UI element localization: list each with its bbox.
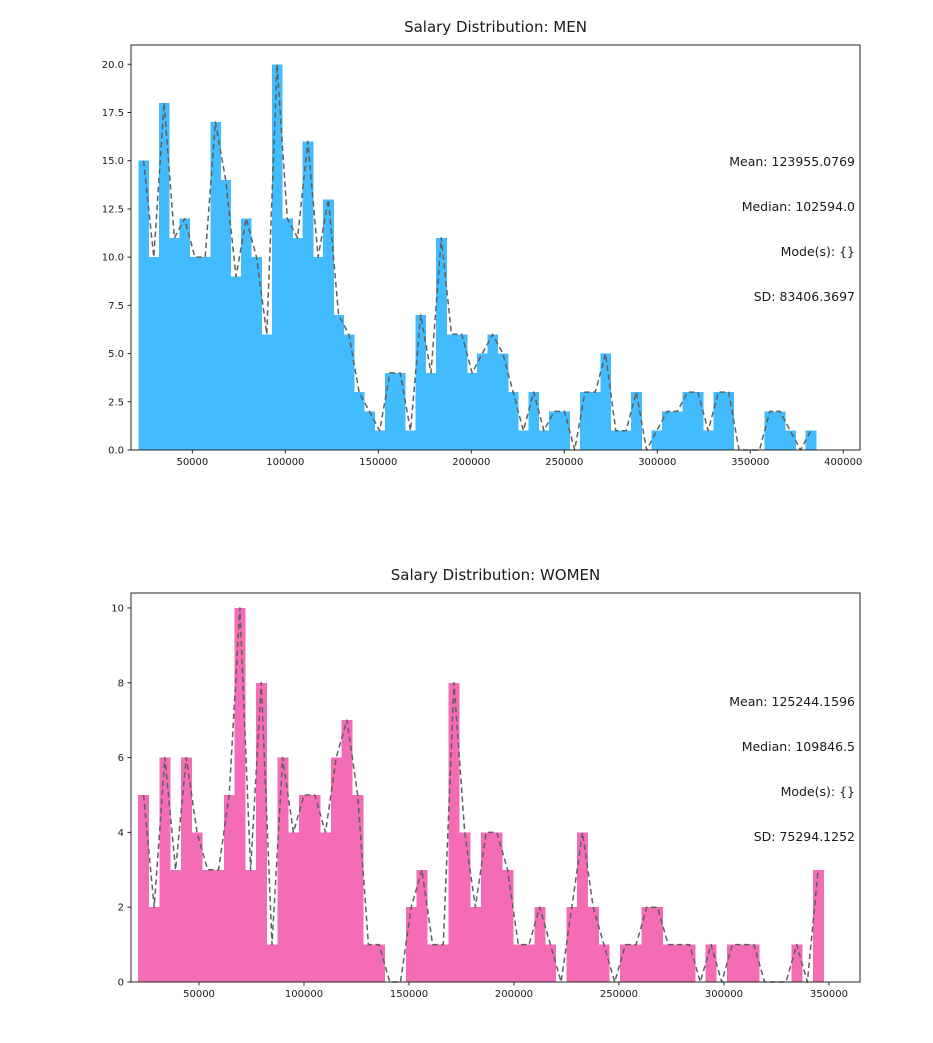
women-bar bbox=[791, 945, 802, 982]
women-bar bbox=[138, 795, 149, 982]
men-mean-text: Mean: 123955.0769 bbox=[729, 154, 855, 169]
women-bar bbox=[374, 945, 385, 982]
men-x-tick-label: 50000 bbox=[176, 457, 209, 468]
women-bar bbox=[406, 907, 417, 982]
men-bar bbox=[385, 373, 396, 450]
men-bar bbox=[518, 431, 529, 450]
women-bar bbox=[470, 907, 481, 982]
men-bar bbox=[323, 199, 334, 450]
women-bar bbox=[299, 795, 310, 982]
women-bar bbox=[352, 795, 363, 982]
men-bar bbox=[333, 315, 344, 450]
men-bar bbox=[426, 373, 437, 450]
men-y-tick-label: 15.0 bbox=[101, 156, 124, 168]
women-bar bbox=[492, 832, 503, 982]
men-bar bbox=[559, 411, 570, 450]
women-y-tick-label: 10 bbox=[111, 603, 124, 615]
men-bar bbox=[200, 257, 211, 450]
men-bar bbox=[621, 431, 632, 450]
women-x-tick-label: 50000 bbox=[183, 989, 215, 1000]
men-y-tick-label: 0.0 bbox=[108, 445, 124, 457]
women-bar bbox=[749, 945, 760, 982]
men-bar bbox=[487, 334, 498, 450]
men-bar bbox=[631, 392, 642, 450]
women-bar bbox=[502, 870, 513, 982]
men-bar bbox=[375, 431, 386, 450]
women-bar bbox=[599, 945, 610, 982]
women-y-tick-label: 0 bbox=[117, 977, 124, 989]
men-bar bbox=[262, 334, 273, 450]
men-bar bbox=[416, 315, 427, 450]
men-bar bbox=[539, 431, 550, 450]
men-y-tick-label: 5.0 bbox=[108, 349, 124, 361]
men-bar bbox=[354, 392, 365, 450]
men-bar bbox=[652, 431, 663, 450]
men-y-tick-label: 10.0 bbox=[101, 252, 124, 264]
women-modes-text: Mode(s): {} bbox=[780, 784, 855, 799]
men-bar bbox=[529, 392, 540, 450]
men-bar bbox=[446, 334, 457, 450]
women-x-tick-label: 100000 bbox=[284, 989, 324, 1000]
women-bar bbox=[309, 795, 320, 982]
women-y-tick-label: 6 bbox=[117, 753, 124, 765]
women-bar bbox=[588, 907, 599, 982]
men-bar bbox=[580, 392, 591, 450]
men-y-tick-label: 7.5 bbox=[108, 300, 124, 312]
men-bar bbox=[693, 392, 704, 450]
men-x-tick-label: 300000 bbox=[638, 457, 677, 468]
men-bar bbox=[508, 392, 519, 450]
men-bar bbox=[713, 392, 724, 450]
women-bar bbox=[192, 832, 203, 982]
women-sd-text: SD: 75294.1252 bbox=[753, 829, 855, 844]
women-bar bbox=[170, 870, 181, 982]
men-bar bbox=[241, 219, 252, 450]
women-bar bbox=[213, 870, 224, 982]
women-bar bbox=[706, 945, 717, 982]
women-bar bbox=[417, 870, 428, 982]
women-bar bbox=[631, 945, 642, 982]
men-x-tick-label: 150000 bbox=[359, 457, 398, 468]
women-bar bbox=[663, 945, 674, 982]
men-bar bbox=[149, 257, 160, 450]
women-bar bbox=[267, 945, 278, 982]
women-bar bbox=[620, 945, 631, 982]
men-bar bbox=[292, 238, 303, 450]
women-bar bbox=[363, 945, 374, 982]
women-x-tick-label: 350000 bbox=[809, 989, 849, 1000]
women-histogram-bars bbox=[138, 608, 824, 982]
men-y-tick-label: 17.5 bbox=[101, 108, 124, 119]
women-y-tick-label: 8 bbox=[117, 678, 124, 690]
women-bar bbox=[513, 945, 524, 982]
men-x-tick-label: 350000 bbox=[731, 457, 770, 468]
men-y-tick-label: 2.5 bbox=[108, 397, 124, 409]
women-bar bbox=[566, 907, 577, 982]
men-bar bbox=[405, 431, 416, 450]
men-bar bbox=[436, 238, 447, 450]
women-bar bbox=[256, 683, 267, 982]
women-bar bbox=[652, 907, 663, 982]
women-median-text: Median: 109846.5 bbox=[741, 739, 855, 754]
women-x-tick-label: 300000 bbox=[704, 989, 744, 1000]
men-bar bbox=[180, 219, 191, 450]
women-bar bbox=[534, 907, 545, 982]
men-median-text: Median: 102594.0 bbox=[741, 199, 855, 214]
men-bar bbox=[395, 373, 406, 450]
women-bar bbox=[438, 945, 449, 982]
men-bar bbox=[611, 431, 622, 450]
men-bar bbox=[169, 238, 180, 450]
women-bar bbox=[320, 832, 331, 982]
men-x-tick-label: 250000 bbox=[545, 457, 584, 468]
women-y-tick-label: 4 bbox=[117, 827, 124, 839]
men-bar bbox=[590, 392, 601, 450]
men-bar bbox=[138, 161, 149, 450]
women-x-tick-label: 200000 bbox=[494, 989, 534, 1000]
men-y-tick-label: 20.0 bbox=[101, 59, 124, 71]
women-bar bbox=[449, 683, 460, 982]
men-bar bbox=[477, 354, 488, 450]
women-mean-text: Mean: 125244.1596 bbox=[729, 694, 855, 709]
men-y-tick-label: 12.5 bbox=[101, 204, 124, 216]
men-bar bbox=[683, 392, 694, 450]
men-bar bbox=[785, 431, 796, 450]
men-bar bbox=[190, 257, 201, 450]
women-bar bbox=[342, 720, 353, 982]
women-bar bbox=[331, 758, 342, 982]
women-bar bbox=[149, 907, 160, 982]
women-bar bbox=[738, 945, 749, 982]
men-bar bbox=[467, 373, 478, 450]
women-bar bbox=[545, 945, 556, 982]
women-bar bbox=[727, 945, 738, 982]
men-bar bbox=[724, 392, 735, 450]
women-x-tick-label: 250000 bbox=[599, 989, 639, 1000]
women-bar bbox=[524, 945, 535, 982]
women-stats-annotation bbox=[729, 664, 855, 874]
women-bar bbox=[277, 758, 288, 982]
women-bar bbox=[459, 832, 470, 982]
men-chart-title: Salary Distribution: MEN bbox=[404, 18, 587, 36]
women-bar bbox=[202, 870, 213, 982]
men-x-tick-label: 100000 bbox=[266, 457, 305, 468]
women-bar bbox=[160, 758, 171, 982]
women-chart-title: Salary Distribution: WOMEN bbox=[390, 566, 601, 584]
men-bar bbox=[806, 431, 817, 450]
women-bar bbox=[674, 945, 685, 982]
women-bar bbox=[288, 832, 299, 982]
men-modes-text: Mode(s): {} bbox=[780, 244, 855, 259]
men-bar bbox=[765, 411, 776, 450]
men-stats-annotation bbox=[729, 124, 855, 334]
women-bar bbox=[684, 945, 695, 982]
men-bar bbox=[672, 411, 683, 450]
men-bar bbox=[313, 257, 324, 450]
men-bar bbox=[703, 431, 714, 450]
men-x-tick-label: 200000 bbox=[452, 457, 491, 468]
men-x-tick-label: 400000 bbox=[824, 457, 863, 468]
women-y-tick-label: 2 bbox=[117, 902, 124, 914]
men-sd-text: SD: 83406.3697 bbox=[753, 289, 855, 304]
men-bar bbox=[344, 334, 355, 450]
men-bar bbox=[231, 276, 242, 450]
women-x-tick-label: 150000 bbox=[389, 989, 429, 1000]
women-bar bbox=[245, 870, 256, 982]
men-bar bbox=[364, 411, 375, 450]
women-bar bbox=[427, 945, 438, 982]
men-bar bbox=[282, 219, 293, 450]
women-bar bbox=[813, 870, 824, 982]
